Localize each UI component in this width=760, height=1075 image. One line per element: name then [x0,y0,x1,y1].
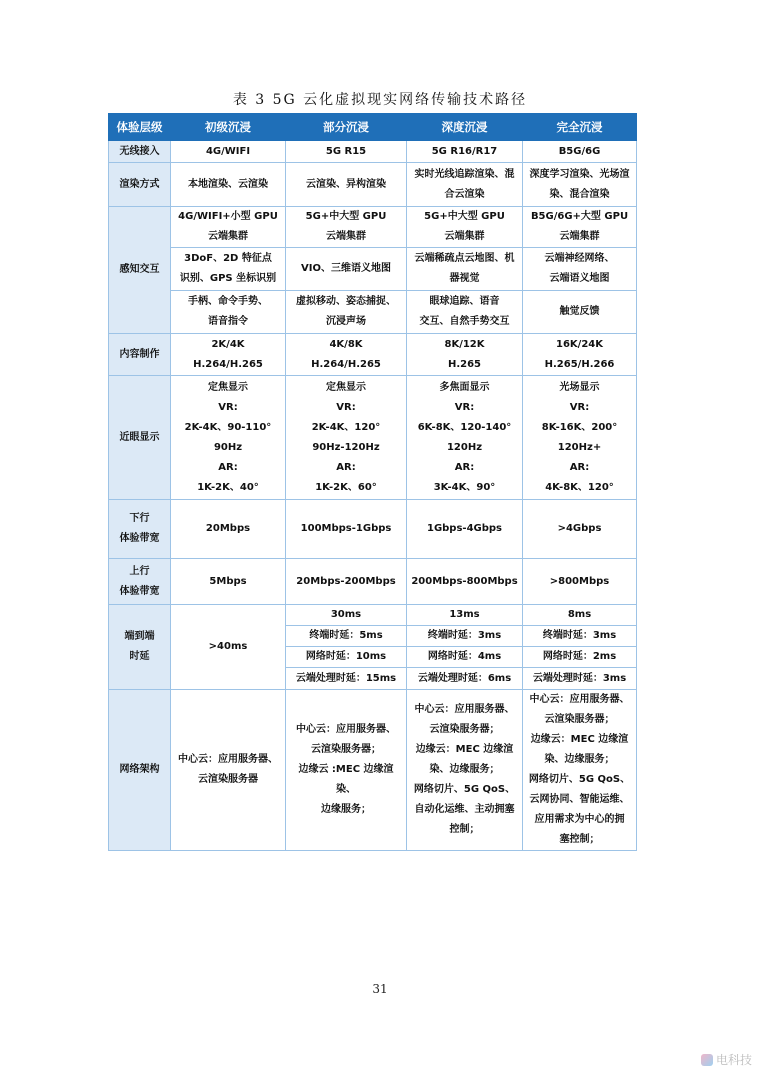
brand-logo-icon [701,1054,713,1066]
table-cell [523,291,637,334]
table-cell: 13ms [407,605,523,626]
header-row [109,114,637,141]
cell-line: 4K-8K、120° [545,481,614,493]
table-cell: 100Mbps-1Gbps [286,500,407,559]
cell-line: 云渲染、异构渲染 [306,178,386,190]
cell-line: 光场显示 [559,381,600,393]
table-cell: 30ms [286,605,407,626]
cell-line: 云端稀疏点云地图、机 [414,253,515,264]
table-cell [171,163,286,207]
cell-line: 体验带宽 [119,585,160,597]
cell-line: 体验带宽 [119,533,160,544]
cell-line: 云端集群 [208,231,248,242]
cell-line: 边缘服务； [321,804,371,815]
cell-line: AR: [336,461,356,473]
cell-line: 1K-2K、60° [315,481,377,493]
cell-line: 染、边缘服务； [544,754,615,765]
cell-line: 云渲染服务器； [311,744,381,755]
cell-line: 定焦显示 [208,381,248,393]
cell-line: B5G/6G+大型 GPU [530,211,629,222]
cell-line: 中心云：应用服务器、 [414,704,515,715]
cell-line: 实时光线追踪渲染、混 [414,168,515,180]
cell-line: 端到端 [124,631,155,642]
cell-line: 中心云：应用服务器、 [529,694,630,705]
row-label: 渲染方式 [109,163,171,207]
cell-line: AR: [218,461,238,473]
cell-line: 器视觉 [449,273,480,284]
cell-line: 云端神经网络、 [544,253,615,264]
row-label: 网络架构 [109,690,171,851]
cell-line: VR: [336,401,356,413]
table-cell [286,163,407,207]
cell-line: 本地渲染、云渲染 [188,178,268,190]
cell-line: 云端语义地图 [549,273,610,284]
table-cell [523,207,637,248]
table-cell [407,248,523,291]
cell-line: AR: [569,461,590,473]
table-cell: 网络时延：2ms [523,647,637,668]
cell-line: VR: [569,401,590,413]
cell-line: 2K-4K、120° [311,421,381,433]
row-label [109,500,171,559]
table-cell: 终端时延：3ms [407,626,523,647]
cell-line: 网络切片、5G QoS、 [528,774,631,785]
table-cell [171,376,286,500]
table-cell: >800Mbps [523,559,637,605]
table-cell [523,376,637,500]
cell-line: H.265/H.266 [544,358,615,370]
page-number: 31 [372,982,388,996]
cell-line: 120Hz [446,441,483,453]
table-cell: 终端时延：5ms [286,626,407,647]
table-cell [171,334,286,376]
table-cell: 8ms [523,605,637,626]
table-cell [171,291,286,334]
cell-line: 3K-4K、90° [433,481,496,493]
cell-line: 交互、自然手势交互 [419,316,510,327]
header-cell: 初级沉浸 [171,114,286,141]
cell-line: 2K/4K [211,338,245,350]
cell-line: 时延 [129,651,150,662]
table-caption: 表 3 5G 云化虚拟现实网络传输技术路径 [232,92,528,108]
cell-line: 120Hz+ [557,441,602,453]
table-row [109,605,637,626]
cell-line: AR: [454,461,475,473]
cell-line: 塞控制； [559,834,600,845]
cell-line: 边缘云：MEC 边缘渲 [415,744,514,755]
table-cell: 200Mbps-800Mbps [407,559,523,605]
cell-line: 1K-2K、40° [197,481,259,493]
cell-line: 4G/WIFI+小型 GPU [178,211,278,222]
cell-line: 云渲染服务器； [544,714,615,725]
cell-line: 语音指令 [208,316,248,327]
row-label: 感知交互 [109,207,171,334]
table-cell [171,248,286,291]
cell-line: 边缘云 :MEC 边缘渲染、 [298,764,394,795]
table-row [109,500,637,559]
cell-line: 应用需求为中心的拥 [534,814,625,825]
comparison-table [108,113,637,851]
row-label: 内容制作 [109,334,171,376]
row-label: 无线接入 [109,141,171,163]
table-cell: 5Mbps [171,559,286,605]
table-row [109,559,637,605]
cell-line: 云网协同、智能运维、 [529,794,630,805]
cell-line: 网络切片、5G QoS、 [413,784,516,795]
cell-line: 边缘云：MEC 边缘渲 [530,734,629,745]
table-cell [523,690,637,851]
table-cell [286,248,407,291]
cell-line: 云端集群 [444,231,485,242]
cell-line: 2K-4K、90-110° [184,421,272,433]
cell-line: 合云渲染 [444,188,485,200]
table-cell: 5G R16/R17 [407,141,523,163]
header-cell: 体验层级 [109,114,171,141]
cell-line: 深度学习渲染、光场渲 [529,168,630,180]
table-cell [523,163,637,207]
table-cell: 终端时延：3ms [523,626,637,647]
cell-line: 中心云：应用服务器、 [296,724,396,735]
table-cell [171,207,286,248]
table-cell [407,207,523,248]
cell-line: 沉浸声场 [326,316,366,327]
cell-line: 定焦显示 [326,381,366,393]
header-cell: 部分沉浸 [286,114,407,141]
table-cell: 网络时延：4ms [407,647,523,668]
header-cell: 深度沉浸 [407,114,523,141]
table-row [109,141,637,163]
cell-line: 云渲染服务器 [198,774,258,785]
cell-line: 8K/12K [444,338,485,350]
cell-line: 自动化运维、主动拥塞 [414,804,515,815]
table-cell: 云端处理时延：15ms [286,668,407,690]
cell-line: H.265 [447,358,482,370]
table-cell [286,291,407,334]
cell-line: 5G+中大型 GPU [424,211,505,222]
table-cell: 云端处理时延：6ms [407,668,523,690]
cell-line: VR: [454,401,475,413]
cell-line: 识别、GPS 坐标识别 [179,273,277,284]
table-cell [407,163,523,207]
table-cell: 4G/WIFI [171,141,286,163]
cell-line: 触觉反馈 [559,306,600,317]
cell-line: 90Hz [213,441,243,453]
cell-line: 16K/24K [556,338,603,350]
cell-line: 虚拟移动、姿态捕捉、 [296,296,396,307]
cell-line: 多焦面显示 [439,381,490,393]
row-label [109,559,171,605]
cell-line: 8K-16K、200° [541,421,618,433]
cell-line: 云端集群 [326,231,366,242]
cell-line: 手柄、命令手势、 [188,296,268,307]
row-label: 近眼显示 [109,376,171,500]
table-cell: 1Gbps-4Gbps [407,500,523,559]
cell-line: VR: [218,401,238,413]
table-cell [407,334,523,376]
cell-line: 控制； [449,824,480,835]
cell-line: 4K/8K [329,338,363,350]
cell-line: H.264/H.265 [193,358,263,370]
table-row [109,248,637,291]
row-label [109,605,171,690]
table-cell [407,690,523,851]
table-cell: 20Mbps-200Mbps [286,559,407,605]
table-row [109,376,637,500]
watermark-text: 电科技 [715,1053,752,1067]
table-cell: >40ms [171,605,286,690]
cell-line: 上行 [129,565,150,577]
table-row [109,291,637,334]
table-cell [286,690,407,851]
table-cell: 云端处理时延：3ms [523,668,637,690]
cell-line: 染、混合渲染 [549,188,610,200]
header-cell: 完全沉浸 [523,114,637,141]
cell-line: 90Hz-120Hz [312,441,380,453]
cell-line: 眼球追踪、语音 [429,296,500,307]
table-cell [407,376,523,500]
table-cell [523,334,637,376]
table-row [109,690,637,851]
table-row [109,207,637,248]
cell-line: VIO、三维语义地图 [301,263,391,274]
cell-line: 云渲染服务器； [429,724,500,735]
table-cell [286,334,407,376]
table-cell [171,690,286,851]
cell-line: 6K-8K、120-140° [417,421,512,433]
table-cell: >4Gbps [523,500,637,559]
table-cell: 5G R15 [286,141,407,163]
table-cell [286,207,407,248]
table-row [109,163,637,207]
cell-line: 染、边缘服务； [429,764,500,775]
table-cell [523,248,637,291]
table-cell [286,376,407,500]
cell-line: 3DoF、2D 特征点 [184,253,272,264]
watermark [701,1051,752,1068]
cell-line: 中心云：应用服务器、 [178,754,278,765]
table-cell: 20Mbps [171,500,286,559]
table-cell [407,291,523,334]
cell-line: 下行 [129,513,150,524]
table-cell: 网络时延：10ms [286,647,407,668]
table-cell: B5G/6G [523,141,637,163]
cell-line: 云端集群 [559,231,600,242]
cell-line: H.264/H.265 [311,358,381,370]
cell-line: 5G+中大型 GPU [305,211,387,222]
table-row [109,334,637,376]
